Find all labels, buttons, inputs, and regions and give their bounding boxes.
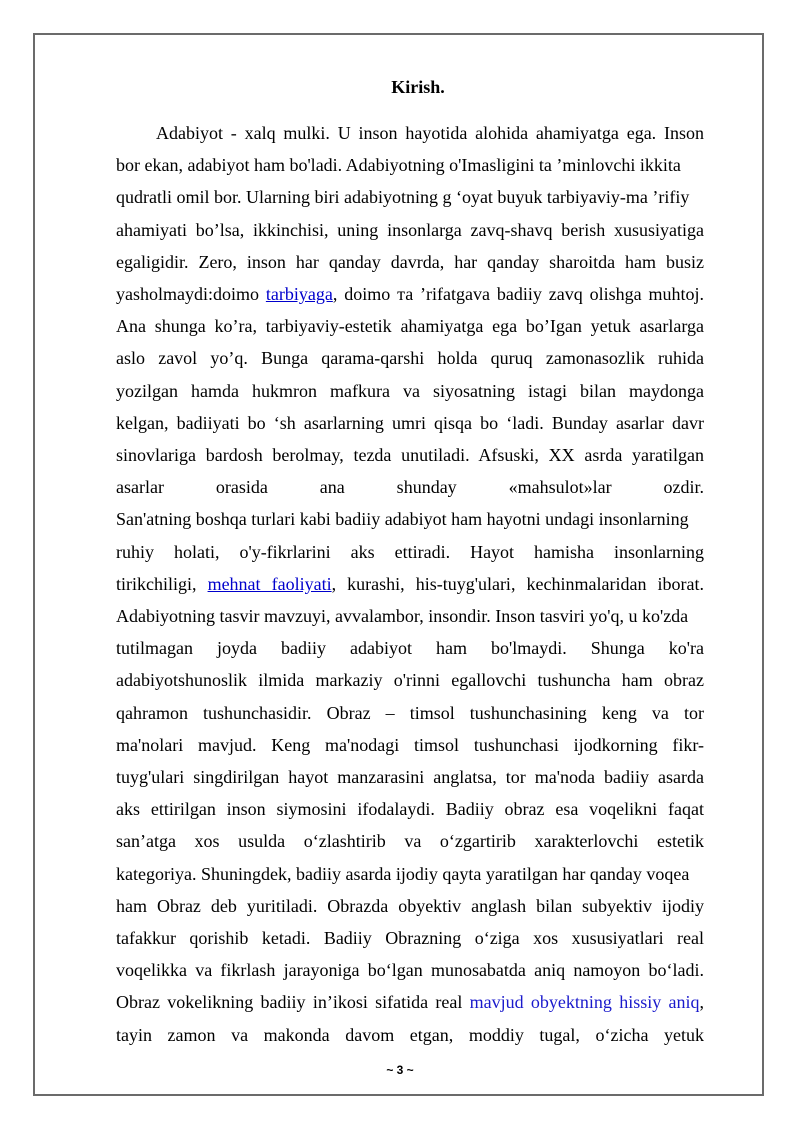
text-line <box>116 379 704 403</box>
text-line <box>116 443 704 467</box>
text-segment: Ana shunga ko’ra, tarbiyaviy-estetik ahamiyatga ega bo’Igan yetuk asarlarga <box>116 316 704 337</box>
text-segment: tutilmagan joyda badiiy adabiyot ham bo'lmaydi. Shunga ko'ra <box>116 638 704 659</box>
text-line <box>156 121 704 145</box>
hyperlink[interactable]: mehnat faoliyati <box>207 573 332 594</box>
text-segment: egaligidir. Zero, inson har qanday davrda, har qanday sharoitda ham busiz <box>116 251 704 272</box>
text-segment: tuyg'ulari singdirilgan hayot manzarasini anglatsa, tor ma'noda badiiy asarda <box>116 767 704 787</box>
text-line <box>116 958 704 982</box>
text-segment: Adabiyot - xalq mulki. U inson hayotida alohida ahamiyatga ega. Inson <box>156 123 704 143</box>
text-segment: ruhiy holati, o'y-fikrlarini aks ettiradi. Hayot hamisha insonlarning <box>116 541 704 562</box>
text-segment: , doimo та ’rifatgava badiiy zavq olishga muhtoj. <box>332 284 704 304</box>
text-line <box>116 636 704 660</box>
text-segment: tirikchiligi, <box>116 573 208 594</box>
text-line <box>116 765 704 789</box>
text-line <box>116 282 704 306</box>
text-line <box>116 507 704 531</box>
text-line <box>116 733 704 757</box>
text-line <box>116 829 704 853</box>
text-line <box>116 153 704 177</box>
text-line <box>116 250 704 274</box>
text-line <box>116 411 704 435</box>
text-line <box>116 668 704 692</box>
text-segment: bor ekan, adabiyot ham bo'ladi. Adabiyotning o'Imasligini ta ’minlovchi ikkita <box>116 155 681 176</box>
text-segment: aslo zavol yo’q. Bunga qarama-qarshi holda quruq zamonasozlik ruhida <box>116 348 704 369</box>
hyperlink[interactable]: tarbiyaga <box>265 284 333 304</box>
text-line <box>116 862 704 886</box>
text-segment: ham Obraz deb yuritiladi. Obrazda obyektiv anglash bilan subyektiv ijodiy <box>116 895 704 916</box>
text-segment: Obraz vokelikning badiiy in’ikosi sifatida real <box>116 992 470 1013</box>
text-line <box>116 346 704 370</box>
text-segment: yozilgan hamda hukmron mafkura va siyosatning istagi bilan maydonga <box>116 380 704 401</box>
text-segment: , kurashi, his-tuyg'ulari, kechinmalaridan iborat. <box>331 573 704 594</box>
text-segment: ahamiyati bo’lsa, ikkinchisi, uning insonlarga zavq-shavq berish xususiyatiga <box>116 219 704 240</box>
text-line <box>116 797 704 821</box>
text-line <box>116 894 704 918</box>
text-segment: asarlar orasida ana shunday «mahsulot»lar ozdir. <box>116 477 704 498</box>
text-line <box>116 604 704 628</box>
text-segment: adabiyotshunoslik ilmida markaziy o'rinni egallovchi tushuncha ham obraz <box>116 670 704 691</box>
text-segment: San'atning boshqa turlari kabi badiiy adabiyot ham hayotni undagi insonlarning <box>116 509 689 530</box>
text-line <box>116 314 704 338</box>
text-line <box>116 990 704 1014</box>
text-line <box>116 572 704 596</box>
text-segment: qahramon tushunchasidir. Obraz – timsol tushunchasining keng va tor <box>116 702 704 723</box>
text-segment: aks ettirilgan inson siymosini ifodalaydi. Badiiy obraz esa voqelikni faqat <box>116 799 704 820</box>
text-line <box>116 1023 704 1047</box>
text-segment: Adabiyotning tasvir mavzuyi, avvalambor, insondir. Inson tasviri yo'q, u ko'zda <box>116 606 689 626</box>
text-line <box>116 540 704 564</box>
hyperlink[interactable]: mavjud obyektning hissiy aniq <box>469 992 700 1013</box>
text-segment: kategoriya. Shuningdek, badiiy asarda ijodiy qayta yaratilgan har qanday voqea <box>116 863 690 884</box>
text-segment: sinovlariga bardosh berolmay, tezda unutiladi. Afsuski, XX asrda yaratilgan <box>116 445 704 465</box>
text-line <box>116 185 704 209</box>
text-segment: tafakkur qorishib ketadi. Badiiy Obrazning o‘ziga xos xususiyatlari real <box>116 928 704 948</box>
text-line <box>116 701 704 725</box>
text-segment: qudratli omil bor. Ularning biri adabiyotning g ‘oyat buyuk tarbiyaviy-ma ’rifiy <box>116 187 690 208</box>
text-segment: , <box>699 992 704 1013</box>
page-number: ~ 3 ~ <box>386 1063 414 1077</box>
text-segment: ma'nolari mavjud. Keng ma'nodagi timsol tushunchasi ijodkorning fikr- <box>116 734 704 755</box>
text-line <box>116 475 704 499</box>
text-line <box>116 926 704 950</box>
text-segment: san’atga xos usulda o‘zlashtirib va o‘zgartirib xarakterlovchi estetik <box>116 831 704 852</box>
page-title: Kirish. <box>391 77 445 97</box>
text-segment: voqelikka va fikrlash jarayoniga bo‘lgan munosabatda aniq namoyon bo‘ladi. <box>116 960 704 981</box>
text-segment: kelgan, badiiyati bo ‘sh asarlarning umri qisqa bo ‘ladi. Bunday asarlar davr <box>116 412 704 433</box>
text-line <box>116 218 704 242</box>
text-segment: tayin zamon va makonda davom etgan, moddiy tugal, o‘zicha yetuk <box>116 1024 704 1045</box>
text-segment: yasholmaydi:doimo <box>116 284 266 304</box>
